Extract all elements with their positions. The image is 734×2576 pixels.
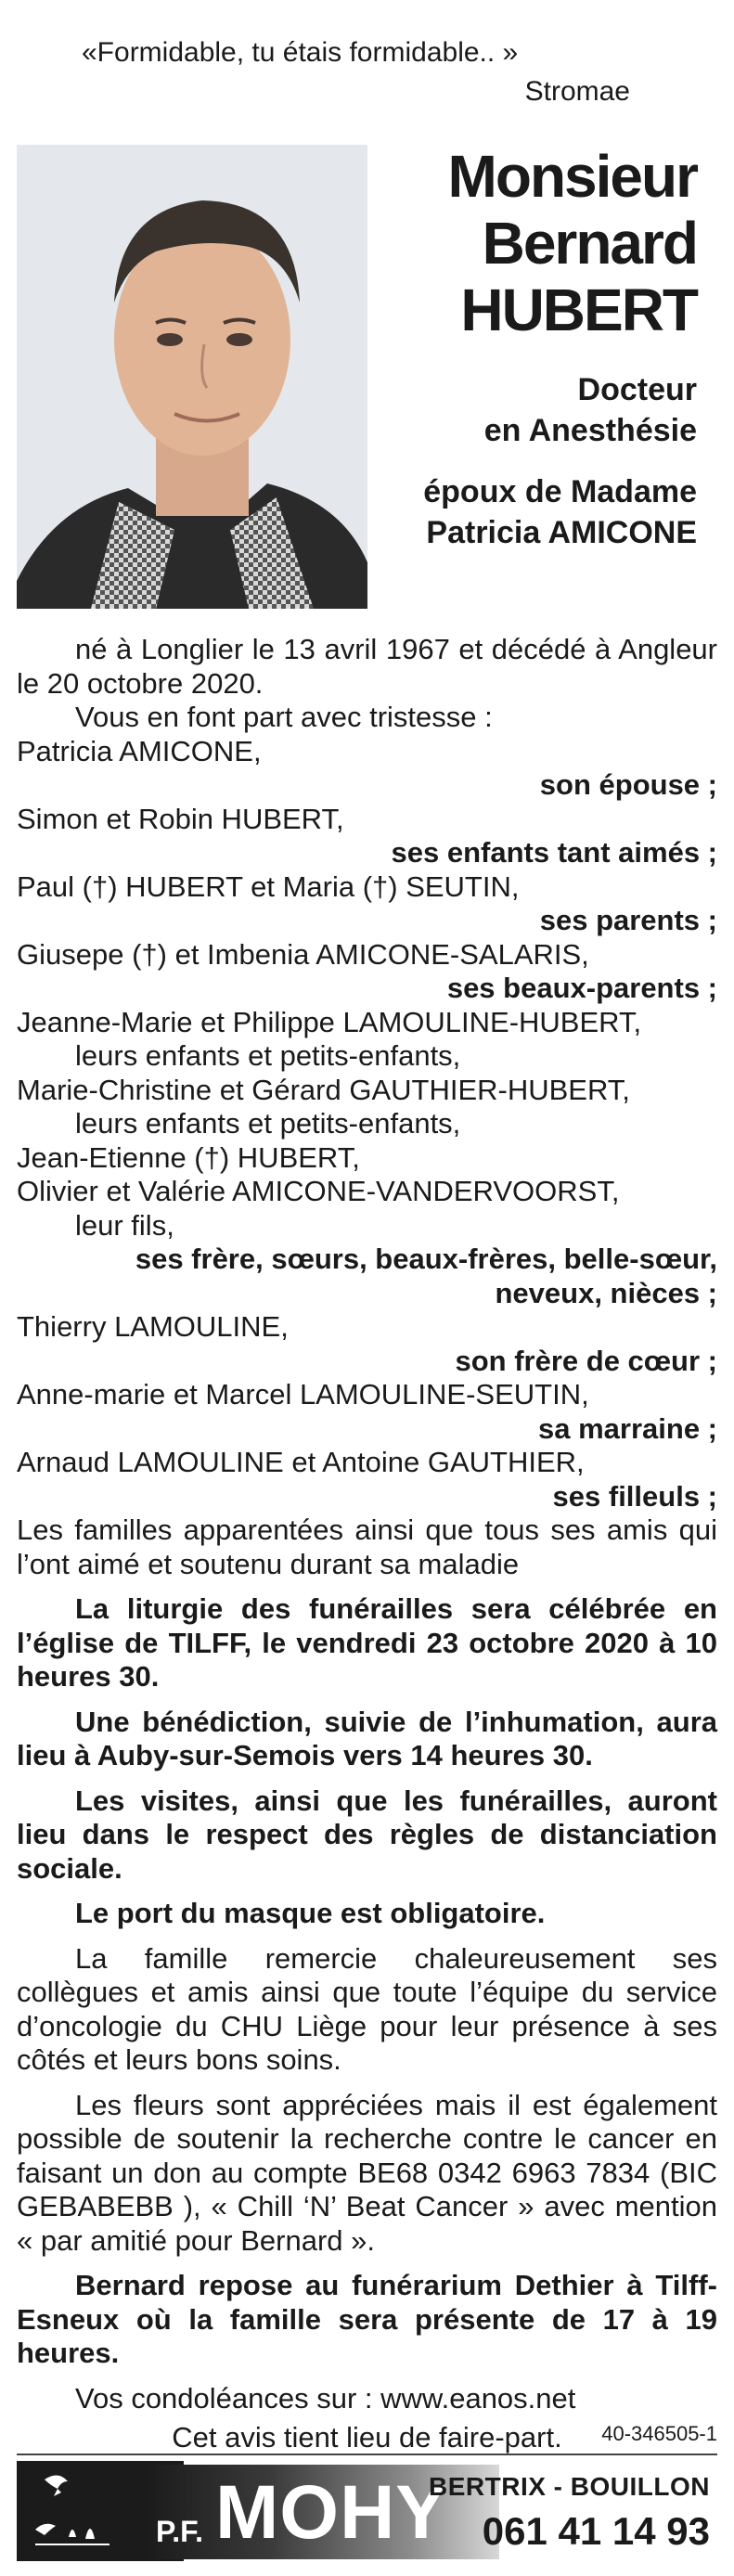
family-name: Paul (†) HUBERT et Maria (†) SEUTIN, [17, 869, 520, 903]
epigraph-author: Stromae [524, 76, 630, 107]
title-line-2: en Anesthésie [483, 413, 697, 448]
birth-death-paragraph: né à Longlier le 13 avril 1967 et décédé à Angleur le 20 octobre 2020. [17, 633, 717, 700]
last-name: HUBERT [460, 277, 697, 343]
flowers-paragraph: Les fleurs sont appréciées mais il est également possible de soutenir la recherche contre le cancer en faisant un don au compte BE68 0342 6963 7834 (BIC GEBABEBB ), « Chill ‘N’ Beat Cancer » avec mention « par amitié pour Bernard ». [17, 2088, 717, 2257]
family-relation: ses enfants tant aimés ; [391, 836, 717, 869]
portrait-illustration [17, 145, 367, 609]
first-name: Bernard [482, 210, 697, 277]
notice-body [17, 633, 717, 2455]
family-name: Patricia AMICONE, [17, 734, 262, 767]
family-list [17, 735, 717, 1514]
relatives-paragraph: Les familles apparentées ainsi que tous ses amis qui l’ont aimé et soutenu durant sa maladie [17, 1513, 717, 1580]
family-name: Olivier et Valérie AMICONE-VANDERVOORST, [17, 1175, 620, 1207]
notice-line: Cet avis tient lieu de faire-part. [172, 2421, 562, 2454]
footer-divider [17, 2454, 717, 2455]
brand-locations: BERTRIX - BOUILLON [429, 2472, 710, 2501]
mask-paragraph: Le port du masque est obligatoire. [75, 1897, 546, 1929]
announce-line: Vous en font part avec tristesse : [75, 701, 493, 733]
family-name: Simon et Robin HUBERT, [17, 802, 344, 835]
funerarium-paragraph: Bernard repose au funérarium Dethier à Tilff-Esneux où la famille sera présente de 17 à 19 heures. [17, 2269, 717, 2369]
brand-name: MOHY [215, 2470, 447, 2555]
family-name: Jean-Etienne (†) HUBERT, [17, 1140, 360, 1174]
family-relation: son épouse ; [539, 768, 717, 801]
liturgy-paragraph: La liturgie des funérailles sera célébrée en l’église de TILFF, le vendredi 23 octobre 2020 à 10 heures 30. [17, 1592, 717, 1693]
family-sub: leurs enfants et petits-enfants, [75, 1107, 461, 1140]
family-relation: ses frère, sœurs, beaux-frères, belle-sœur, [135, 1243, 717, 1275]
honorific: Monsieur [447, 143, 697, 210]
brand-phone: 061 41 14 93 [482, 2509, 710, 2553]
family-name: Arnaud LAMOULINE et Antoine GAUTHIER, [17, 1446, 585, 1478]
visits-paragraph: Les visites, ainsi que les funérailles, auront lieu dans le respect des règles de distanciation sociale. [17, 1784, 717, 1885]
family-relation: ses filleuls ; [552, 1479, 717, 1513]
family-relation: neveux, nièces ; [495, 1276, 717, 1309]
epigraph [17, 0, 717, 111]
spouse-line-1: époux de Madame [423, 474, 697, 509]
family-relation: son frère de cœur ; [455, 1344, 717, 1377]
condolences-line: Vos condoléances sur : www.eanos.net [75, 2381, 576, 2415]
family-name: Anne-marie et Marcel LAMOULINE-SEUTIN, [17, 1378, 589, 1410]
family-name: Marie-Christine et Gérard GAUTHIER-HUBERT, [17, 1073, 630, 1106]
family-sub: leur fils, [75, 1208, 174, 1242]
deceased-identity [367, 145, 717, 609]
family-relation: sa marraine ; [538, 1411, 717, 1445]
brand-prefix: P.F. [156, 2515, 203, 2548]
portrait-photo [17, 145, 367, 609]
thanks-paragraph: La famille remercie chaleureusement ses collègues et amis ainsi que toute l’équipe du service d’oncologie du CHU Liège pour leur présence à ses côtés et leurs bons soins. [17, 1941, 717, 2076]
notice-header [17, 145, 717, 609]
reference-number: 40-346505-1 [601, 2422, 717, 2445]
family-name: Thierry LAMOULINE, [17, 1310, 289, 1343]
funeral-home-banner [17, 2461, 717, 2561]
family-relation: ses parents ; [539, 904, 717, 936]
family-name: Giusepe (†) et Imbenia AMICONE-SALARIS, [17, 937, 589, 971]
title-line-1: Docteur [577, 372, 697, 407]
family-relation: ses beaux-parents ; [446, 972, 717, 1004]
spouse-line-2: Patricia AMICONE [426, 515, 697, 550]
blessing-paragraph: Une bénédiction, suivie de l’inhumation, aura lieu à Auby-sur-Semois vers 14 heures 30. [17, 1705, 717, 1771]
family-name: Jeanne-Marie et Philippe LAMOULINE-HUBERT, [17, 1005, 642, 1038]
family-sub: leurs enfants et petits-enfants, [75, 1039, 461, 1072]
epigraph-text: «Formidable, tu étais formidable.. » [82, 37, 519, 68]
